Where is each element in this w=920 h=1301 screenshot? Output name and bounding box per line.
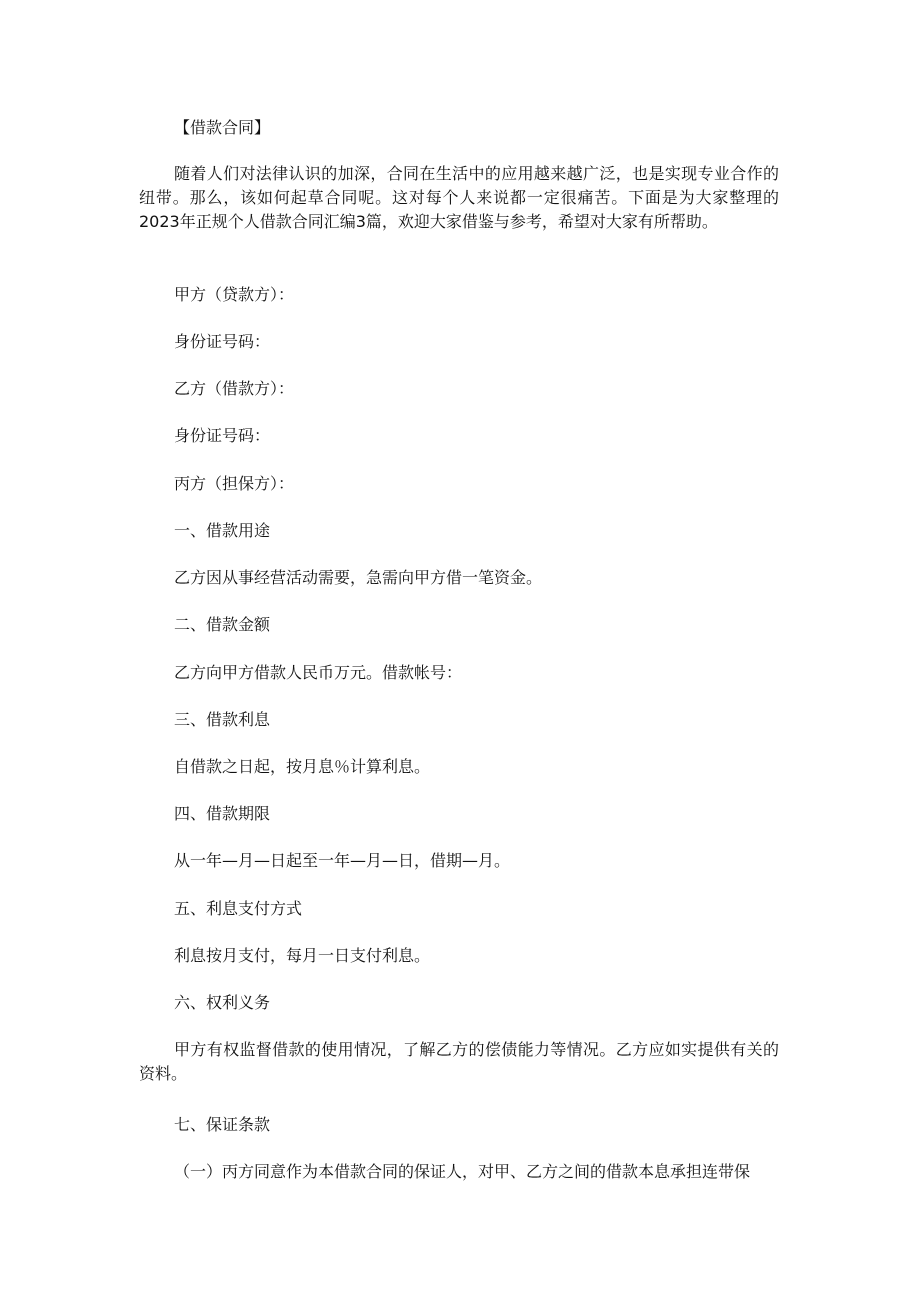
party-b-line: 乙方（借款方）： (174, 379, 295, 398)
document-title: 【借款合同】 (174, 118, 271, 137)
section-5-body: 利息按月支付，每月一日支付利息。 (174, 946, 431, 965)
section-4-body: 从一年—月—日起至一年—月—日，借期—月。 (174, 851, 511, 870)
section-5-heading: 五、利息支付方式 (174, 899, 303, 918)
section-1-heading: 一、借款用途 (174, 521, 271, 540)
section-6-heading: 六、权利义务 (174, 993, 271, 1012)
intro-paragraph: 随着人们对法律认识的加深，合同在生活中的应用越来越广泛，也是实现专业合作的纽带。那么，该如何起草合同呢。这对每个人来说都一定很痛苦。下面是为大家整理的2023年正规个人借款合同汇编3篇，欢迎大家借鉴与参考，希望对大家有所帮助。 (139, 164, 779, 231)
party-c-line: 丙方（担保方）： (174, 474, 295, 493)
party-b-id-line: 身份证号码： (174, 426, 271, 445)
section-2-body: 乙方向甲方借款人民币万元。借款帐号： (174, 663, 463, 682)
party-a-line: 甲方（贷款方）： (174, 285, 295, 304)
party-a-id-line: 身份证号码： (174, 332, 271, 351)
section-7-body: （一）丙方同意作为本借款合同的保证人，对甲、乙方之间的借款本息承担连带保 (174, 1162, 751, 1181)
section-2-heading: 二、借款金额 (174, 615, 271, 634)
section-6-body: 甲方有权监督借款的使用情况，了解乙方的偿债能力等情况。乙方应如实提供有关的资料。 (139, 1040, 779, 1083)
section-3-heading: 三、借款利息 (174, 710, 271, 729)
section-7-heading: 七、保证条款 (174, 1115, 271, 1134)
section-3-body: 自借款之日起，按月息％计算利息。 (174, 757, 431, 776)
section-1-body: 乙方因从事经营活动需要，急需向甲方借一笔资金。 (174, 568, 543, 587)
section-4-heading: 四、借款期限 (174, 804, 271, 823)
